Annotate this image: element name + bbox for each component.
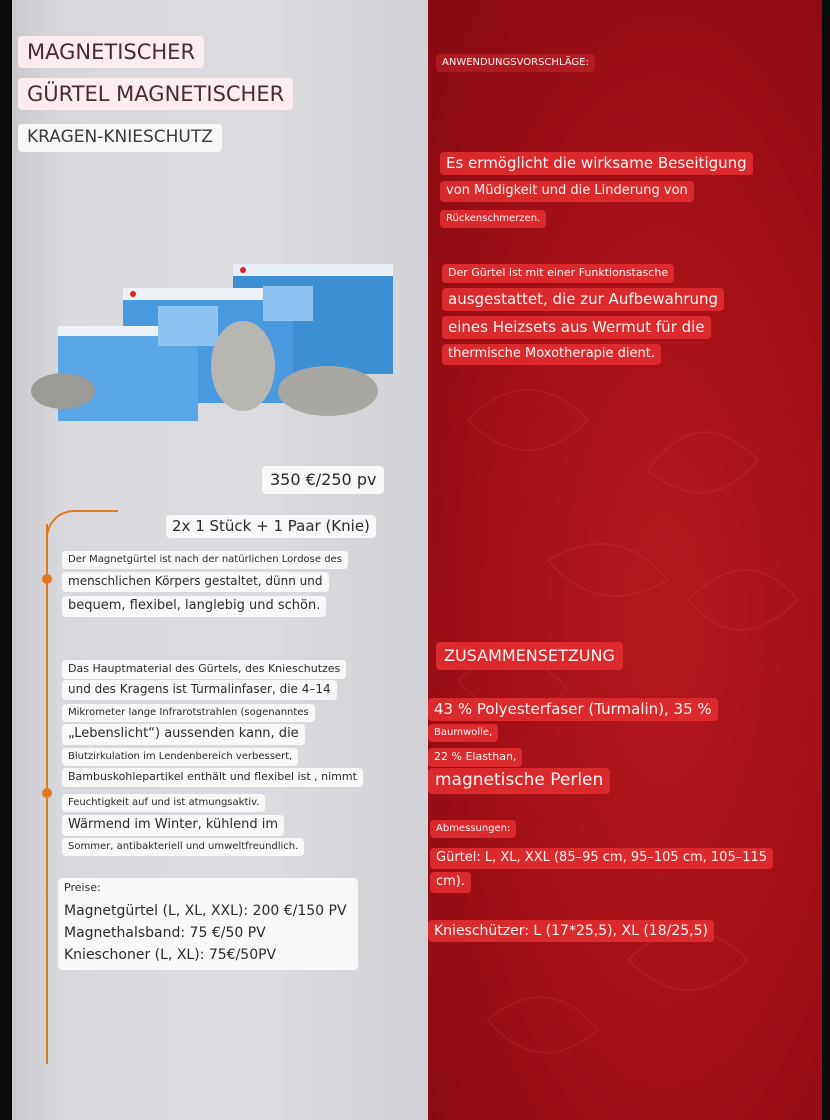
- right-edge: [822, 0, 830, 1120]
- composition-line: 43 % Polyesterfaser (Turmalin), 35 %: [428, 698, 718, 721]
- prices-heading: Preise:: [64, 881, 101, 894]
- usage-p1-line: Rückenschmerzen.: [440, 210, 546, 228]
- desc1-line: Der Magnetgürtel ist nach der natürlichen Lordose des: [62, 551, 348, 569]
- desc2-line: Mikrometer lange Infrarotstrahlen (sogenanntes: [62, 704, 315, 722]
- title-line-1: MAGNETISCHER: [18, 36, 204, 68]
- composition-line: Baumwolle,: [428, 724, 498, 742]
- usage-p1-line: Es ermöglicht die wirksame Beseitigung: [440, 152, 753, 175]
- desc2-line: Wärmend im Winter, kühlend im: [62, 815, 284, 836]
- usage-p2-line: ausgestattet, die zur Aufbewahrung: [442, 288, 724, 311]
- composition-heading: ZUSAMMENSETZUNG: [436, 642, 623, 670]
- desc2-line: Bambuskohlepartikel enthält und flexibel ist , nimmt: [62, 768, 363, 787]
- product-image: [28, 256, 408, 426]
- desc2-line: Feuchtigkeit auf und ist atmungsaktiv.: [62, 794, 265, 812]
- title-line-3: KRAGEN-KNIESCHUTZ: [18, 124, 222, 152]
- usage-p2-line: Der Gürtel ist mit einer Funktionstasche: [442, 264, 674, 283]
- desc2-line: Sommer, antibakteriell und umweltfreundlich.: [62, 838, 304, 856]
- usage-p1-line: von Müdigkeit und die Linderung von: [440, 181, 694, 202]
- composition-line: 22 % Elasthan,: [428, 748, 522, 767]
- set-price: 350 €/250 pv: [262, 466, 384, 494]
- desc2-line: Blutzirkulation im Lendenbereich verbessert,: [62, 748, 298, 766]
- desc2-line: Das Hauptmaterial des Gürtels, des Knieschutzes: [62, 660, 346, 679]
- composition-line: magnetische Perlen: [428, 768, 610, 794]
- price-item: Magnetgürtel (L, XL, XXL): 200 €/150 PV: [64, 903, 347, 919]
- usage-p2-line: eines Heizsets aus Wermut für die: [442, 316, 711, 339]
- dimensions-belt-line: Gürtel: L, XL, XXL (85–95 cm, 95–105 cm, 105–115: [430, 848, 773, 869]
- desc1-line: menschlichen Körpers gestaltet, dünn und: [62, 572, 329, 592]
- desc2-line: und des Kragens ist Turmalinfaser, die 4–14: [62, 680, 337, 700]
- timeline-dot: [42, 574, 52, 584]
- dimensions-heading: Abmessungen:: [430, 820, 516, 838]
- desc1-line: bequem, flexibel, langlebig und schön.: [62, 596, 326, 617]
- set-content: 2x 1 Stück + 1 Paar (Knie): [166, 515, 376, 538]
- price-item: Magnethalsband: 75 €/50 PV: [64, 925, 266, 941]
- timeline-curve: [46, 510, 118, 542]
- timeline-dot: [42, 788, 52, 798]
- price-item: Knieschoner (L, XL): 75€/50PV: [64, 947, 277, 963]
- dimensions-knee: Knieschützer: L (17*25,5), XL (18/25,5): [428, 920, 714, 942]
- usage-heading: ANWENDUNGSVORSCHLÄGE:: [436, 54, 595, 72]
- desc2-line: „Lebenslicht“) aussenden kann, die: [62, 724, 305, 745]
- usage-p2-line: thermische Moxotherapie dient.: [442, 344, 661, 365]
- dimensions-belt-line: cm).: [430, 872, 471, 893]
- title-line-2: GÜRTEL MAGNETISCHER: [18, 78, 293, 110]
